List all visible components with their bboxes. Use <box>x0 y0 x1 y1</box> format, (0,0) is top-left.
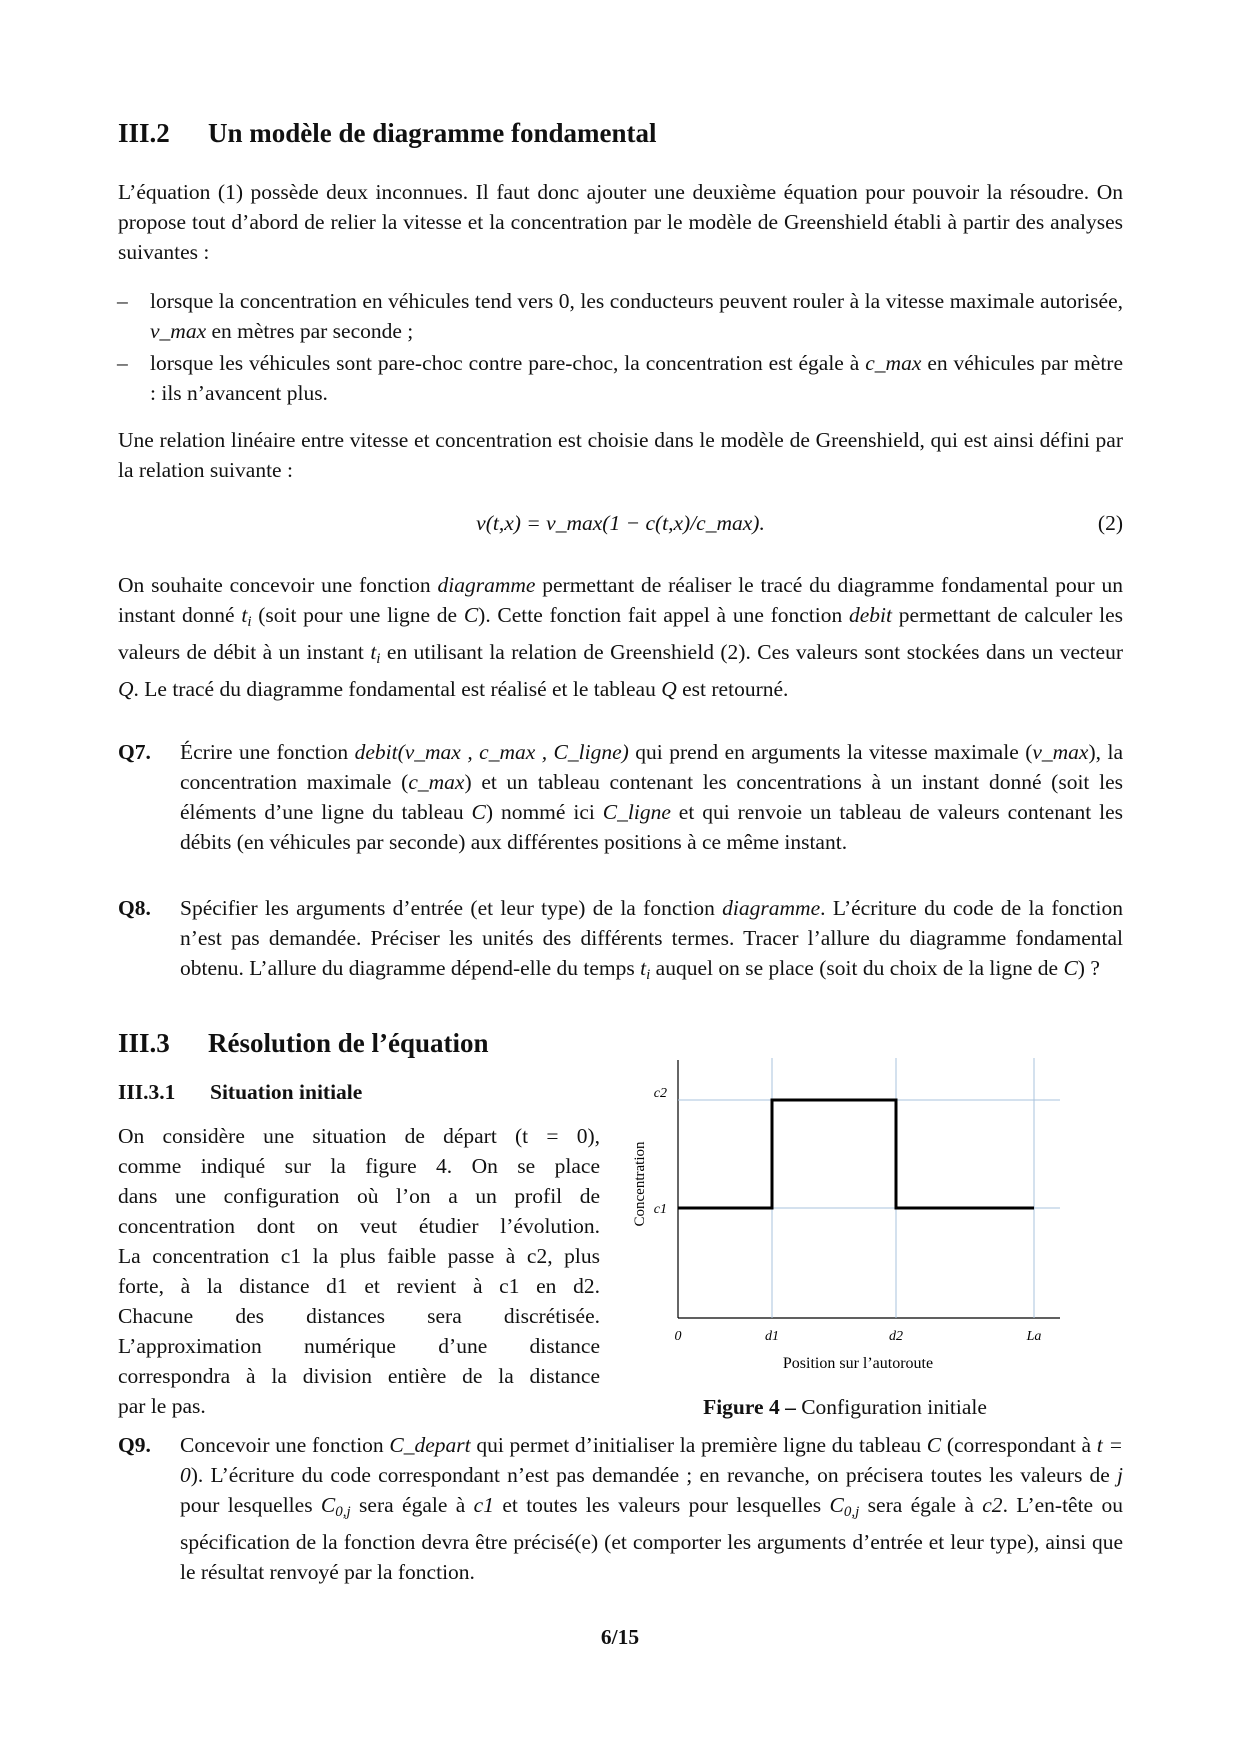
equation-text: v(t,x) = v_max(1 − c(t,x)/c_max). <box>476 511 765 535</box>
bullet-dash: – <box>117 289 128 313</box>
subsection-heading-III-3-1 <box>118 1077 362 1107</box>
x-axis-label: Position sur l’autoroute <box>782 1355 934 1372</box>
figure-caption-text: Configuration initiale <box>801 1395 987 1419</box>
section-number: III.2 <box>118 118 170 148</box>
bullet-dash: – <box>117 351 128 375</box>
series-line-0 <box>678 1100 1034 1208</box>
section-heading-III-3 <box>118 1026 489 1060</box>
situation-line: par le pas. <box>118 1394 206 1418</box>
figure-caption <box>620 1392 1070 1422</box>
question-q9 <box>118 1430 1123 1587</box>
equation-number: (2) <box>1097 511 1123 535</box>
intro-paragraph: L’équation (1) possède deux inconnues. Il faut donc ajouter une deuxième équation pour pouvoir la résoudre. On propose tout d’abord de relier la vitesse et la concentration par le modèle de Greenshield établi à partir des analyses suivantes : <box>118 180 1123 264</box>
var-c-max: c_max <box>865 351 922 375</box>
diagram-paragraph: On souhaite concevoir une fonction diagramme permettant de réaliser le tracé du diagramme fondamental pour un instant donné $t_i$ (soit pour une ligne de C). Cette fonction fait appel à une fonction debit permettant de calculer les valeurs de débit à un instant $t_i$ en utilisant la relation de Greenshield (2). Ces valeurs sont stockées dans un vecteur Q. Le tracé du diagramme fondamental est réalisé et le tableau Q est retourné. <box>118 573 1124 701</box>
situation-line: comme indiqué sur la figure 4. On se place <box>118 1154 600 1178</box>
section-title: Un modèle de diagramme fondamental <box>208 118 657 148</box>
situation-line: On considère une situation de départ (t = 0), <box>118 1124 600 1148</box>
question-body: Spécifier les arguments d’entrée (et leur type) de la fonction diagramme. L’écriture du code de la fonction n’est pas demandée. Préciser les unités des différents termes. Tracer l’allure du diagramme fondamental obtenu. L’allure du diagramme dépend-elle du temps $t_i$ auquel on se place (soit du choix de la ligne de C) ? <box>180 896 1124 983</box>
question-label: Q8. <box>118 896 151 920</box>
x-tick-label-d2: d2 <box>889 1329 903 1344</box>
situation-line: Chacune des distances sera discrétisée. <box>118 1304 600 1328</box>
situation-paragraph <box>118 1121 600 1421</box>
section-title: Résolution de l’équation <box>208 1028 489 1058</box>
situation-line: dans une configuration où l’on a un profil de <box>118 1184 600 1208</box>
situation-line: La concentration c1 la plus faible passe à c2, plus <box>118 1244 600 1268</box>
y-tick-label-c1: c1 <box>653 1202 667 1217</box>
y-tick-label-c2: c2 <box>653 1086 667 1101</box>
x-tick-label-0: 0 <box>674 1329 682 1344</box>
question-body: Écrire une fonction debit(v_max , c_max , C_ligne) qui prend en arguments la vitesse maximale (v_max), la concentration maximale (c_max) et un tableau contenant les concentrations à un instant donné (soit les éléments d’une ligne du tableau C) nommé ici C_ligne et qui renvoie un tableau de valeurs contenant les débits (en véhicules par seconde) aux différentes positions à ce même instant. <box>180 740 1124 854</box>
subsection-title: Situation initiale <box>210 1080 363 1104</box>
figure-4-chart <box>620 1050 1070 1380</box>
situation-line: correspondra à la division entière de la distance <box>118 1364 600 1388</box>
x-tick-label-d1: d1 <box>765 1329 779 1344</box>
question-label: Q9. <box>118 1433 151 1457</box>
bullet-item-2: – lorsque les véhicules sont pare-choc contre pare-choc, la concentration est égale à c_max en véhicules par mètre : ils n’avancent plus. <box>150 348 1123 408</box>
question-q8 <box>118 893 1123 990</box>
bullet-item-1: – lorsque la concentration en véhicules tend vers 0, les conducteurs peuvent rouler à la vitesse maximale autorisée, v_max en mètres par seconde ; <box>150 286 1123 346</box>
section-number: III.3 <box>118 1028 170 1058</box>
question-body: Concevoir une fonction C_depart qui permet d’initialiser la première ligne du tableau C (correspondant à t = 0). L’écriture du code correspondant n’est pas demandée ; en revanche, on précisera toutes les valeurs de j pour lesquelles $C_{0,j}$ sera égale à c1 et toutes les valeurs pour lesquelles $C_{0,j}$ sera égale à c2. L’en-tête ou spécification de la fonction devra être précisé(e) (et comporter les arguments d’entrée et leur type), ainsi que le résultat renvoyé par la fonction. <box>180 1433 1123 1584</box>
figure-4 <box>620 1050 1070 1419</box>
situation-line: forte, à la distance d1 et revient à c1 en d2. <box>118 1274 600 1298</box>
question-label: Q7. <box>118 740 151 764</box>
y-axis-label: Concentration <box>632 1141 648 1227</box>
equation-2 <box>118 508 1123 538</box>
section-heading-III-2 <box>118 116 656 150</box>
question-q7 <box>118 737 1123 857</box>
subsection-number: III.3.1 <box>118 1080 176 1104</box>
x-tick-label-La: La <box>1026 1329 1042 1344</box>
situation-line: concentration dont on veut étudier l’évolution. <box>118 1214 600 1238</box>
relation-paragraph: Une relation linéaire entre vitesse et concentration est choisie dans le modèle de Greenshield, qui est ainsi défini par la relation suivante : <box>118 428 1123 482</box>
var-v-max: v_max <box>150 319 207 343</box>
page-number: 6/15 <box>600 1625 640 1649</box>
figure-caption-label: Figure 4 – <box>703 1395 796 1419</box>
situation-line: L’approximation numérique d’une distance <box>118 1334 600 1358</box>
